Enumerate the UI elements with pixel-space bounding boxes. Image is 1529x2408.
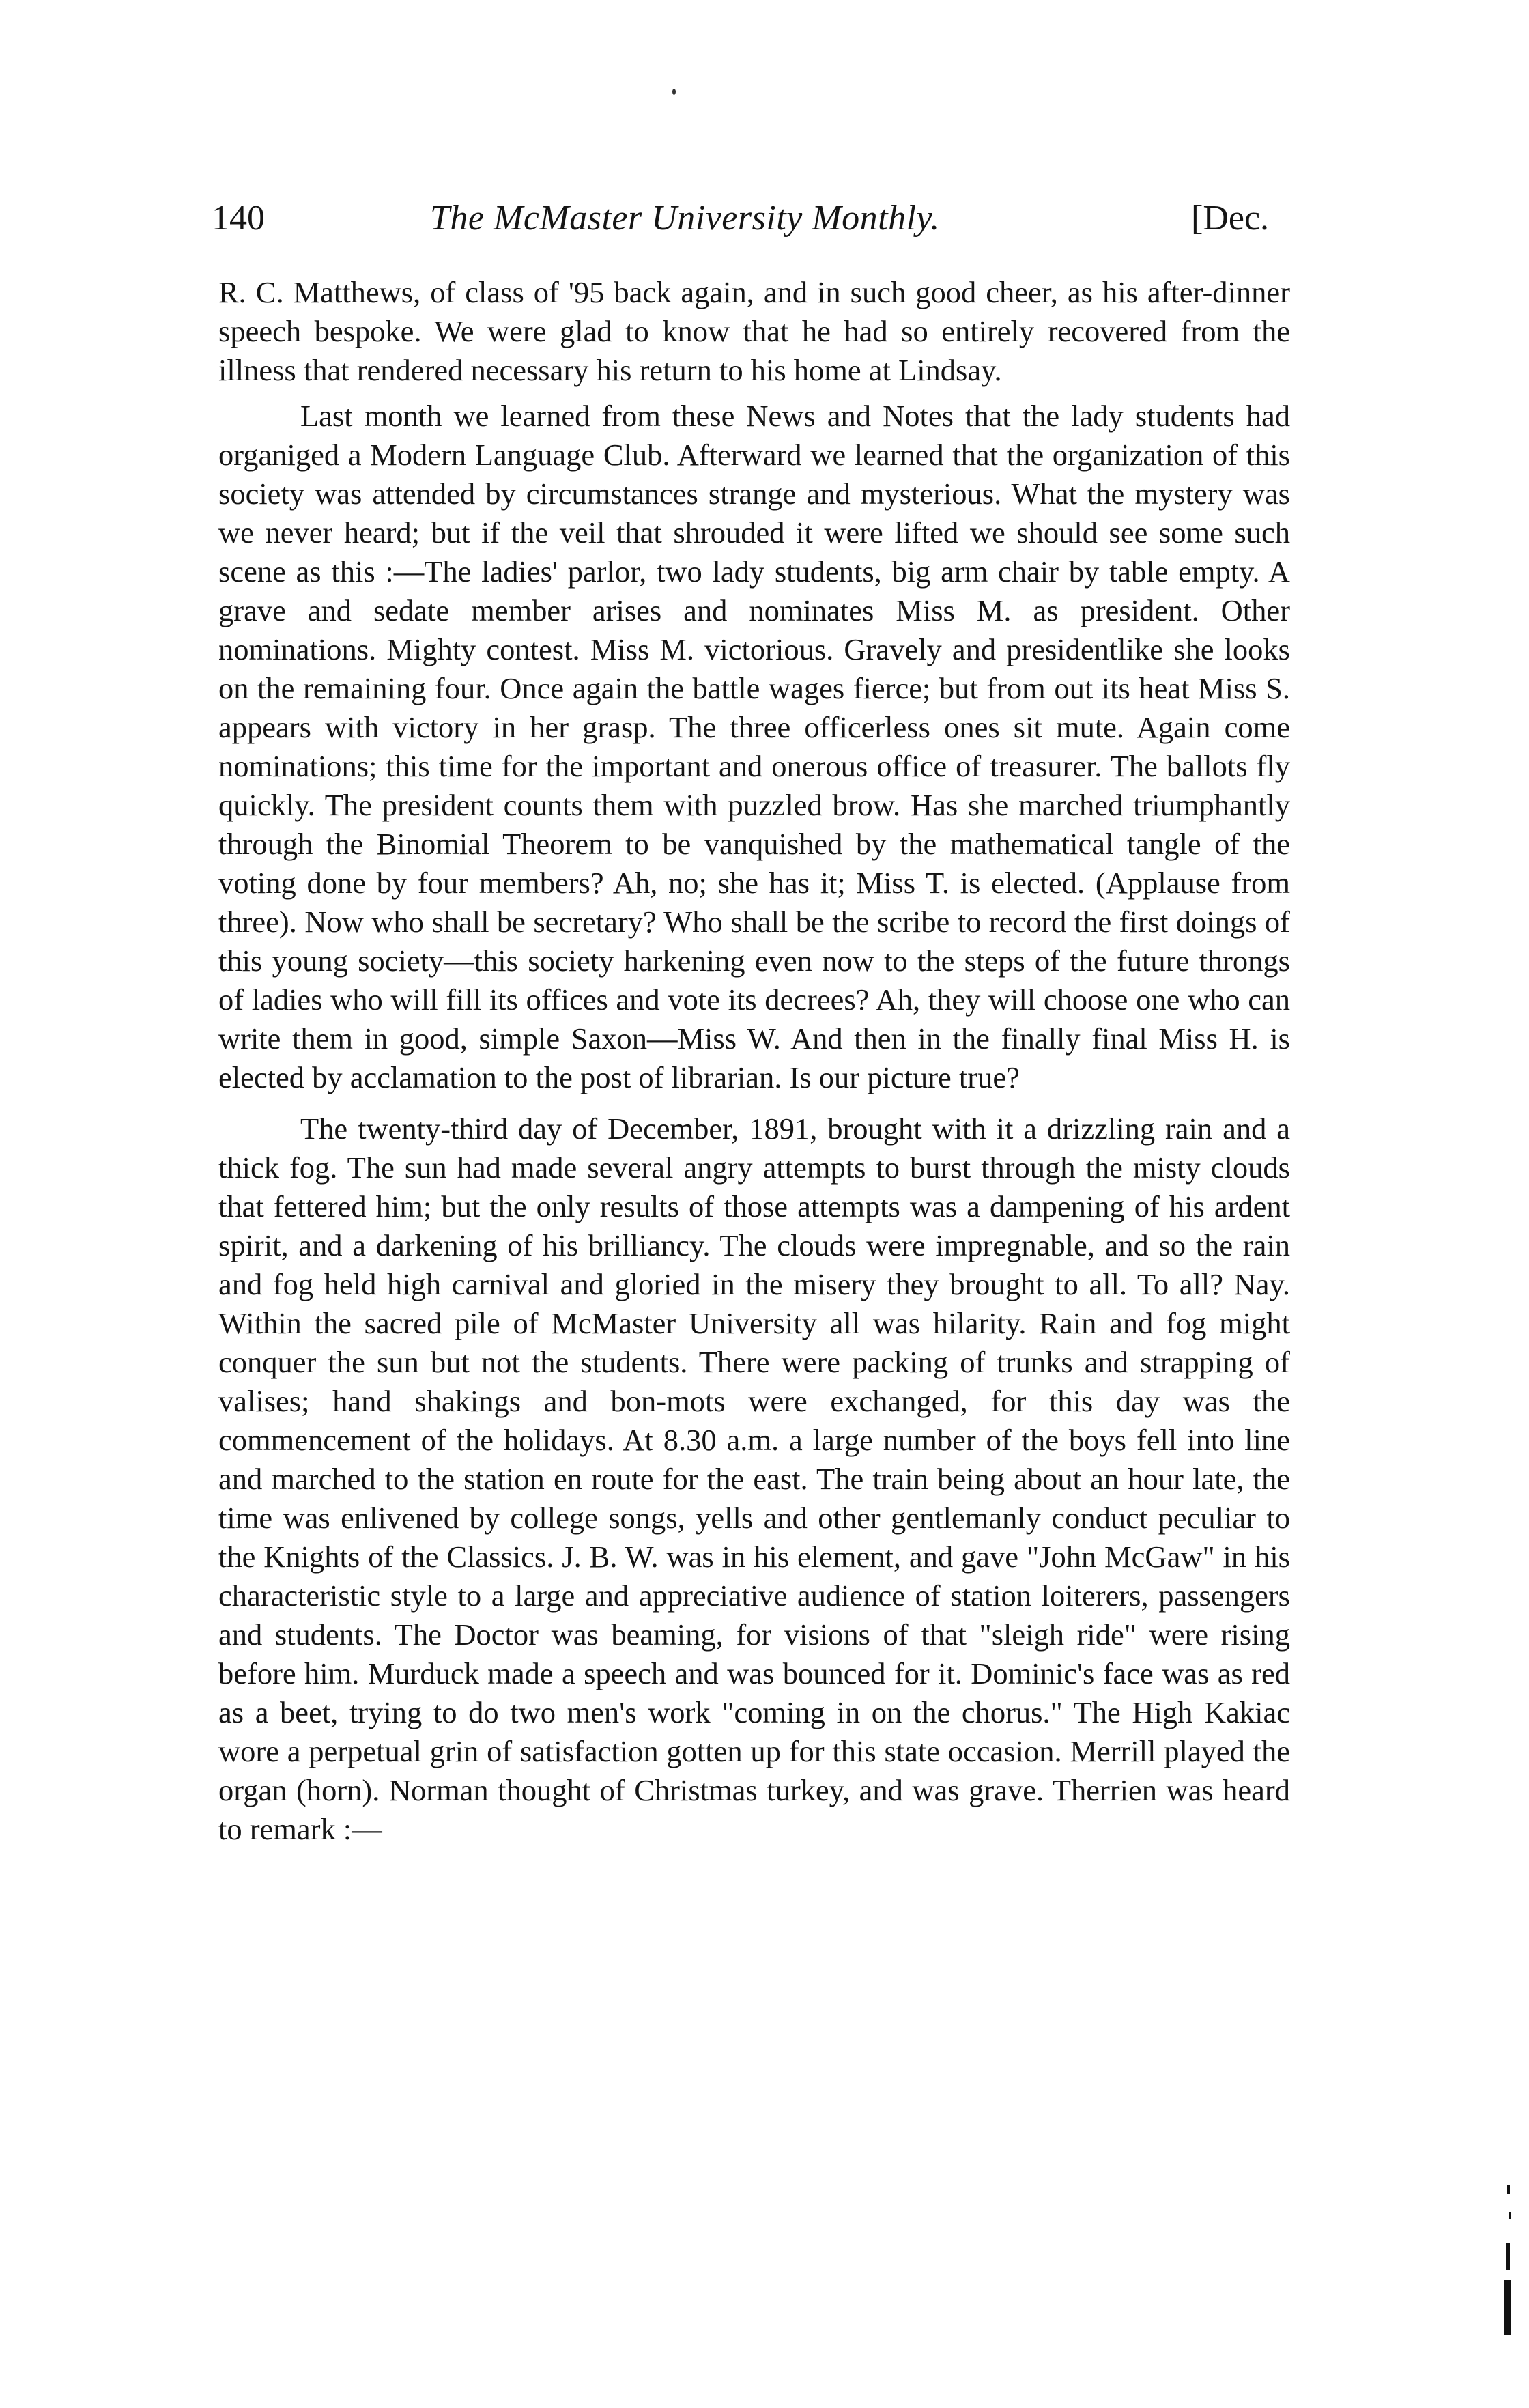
journal-title: The McMaster University Monthly. <box>430 199 940 238</box>
article-body <box>218 273 1290 1849</box>
running-header <box>205 198 1297 253</box>
paragraph-matthews: R. C. Matthews, of class of '95 back again, and in such good cheer, as his after-dinner speech bespoke. We were glad to know that he had so entirely recovered from the illness that rendered necessary his return to his home at Lindsay. <box>218 275 1290 387</box>
paragraph-december: The twenty-third day of December, 1891, brought with it a drizzling rain and a thick fog. The sun had made several angry attempts to burst through the misty clouds that fettered him; but the only results of those attempts was a dampening of his ardent spirit, and a darkening of his brilliancy. The clouds were impregnable, and so the rain and fog held high carnival and gloried in the misery they brought to all. To all? Nay. Within the sacred pile of McMaster University all was hilarity. Rain and fog might conquer the sun but not the students. There were packing of trunks and strapping of valises; hand shakings and bon-mots were exchanged, for this day was the commencement of the holidays. At 8.30 a.m. a large number of the boys fell into line and marched to the station en route for the east. The train being about an hour late, the time was enlivened by college songs, yells and other gentlemanly conduct peculiar to the Knights of the Classics. J. B. W. was in his element, and gave "John McGaw" in his characteristic style to a large and appreciative audience of station loiterers, passengers and students. The Doctor was beaming, for visions of that "sleigh ride" were rising before him. Murduck made a speech and was bounced for it. Dominic's face was as red as a beet, trying to do two men's work "coming in on the chorus." The High Kakiac wore a perpetual grin of satisfaction gotten up for this state occasion. Merrill played the organ (horn). Norman thought of Christmas turkey, and was grave. Therrien was heard to remark :— <box>218 1111 1290 1846</box>
page-number: 140 <box>212 199 265 238</box>
scan-edge-marks <box>1499 2185 1515 2342</box>
issue-month: [Dec. <box>1191 199 1270 238</box>
paragraph-language-club: Last month we learned from these News and Notes that the lady students had organiged a Modern Language Club. Afterward we learned that the organization of this society was attended by circumstances strange and mysterious. What the mystery was we never heard; but if the veil that shrouded it were lifted we should see some such scene as this :—The ladies' parlor, two lady students, big arm chair by table empty. A grave and sedate member arises and nominates Miss M. as president. Other nominations. Mighty contest. Miss M. victorious. Gravely and presidentlike she looks on the remaining four. Once again the battle wages fierce; but from out its heat Miss S. appears with victory in her grasp. The three officerless ones sit mute. Again come nominations; this time for the important and onerous office of treasurer. The ballots fly quickly. The president counts them with puzzled brow. Has she marched triumphantly through the Binomial Theorem to be vanquished by the mathematical tangle of the voting done by four members? Ah, no; she has it; Miss T. is elected. (Applause from three). Now who shall be secretary? Who shall be the scribe to record the first doings of this young society—this society harkening even now to the steps of the future throngs of ladies who will fill its offices and vote its decrees? Ah, they will choose one who can write them in good, simple Saxon—Miss W. And then in the finally final Miss H. is elected by acclamation to the post of librarian. Is our picture true? <box>218 399 1290 1094</box>
scan-speck <box>672 89 676 95</box>
